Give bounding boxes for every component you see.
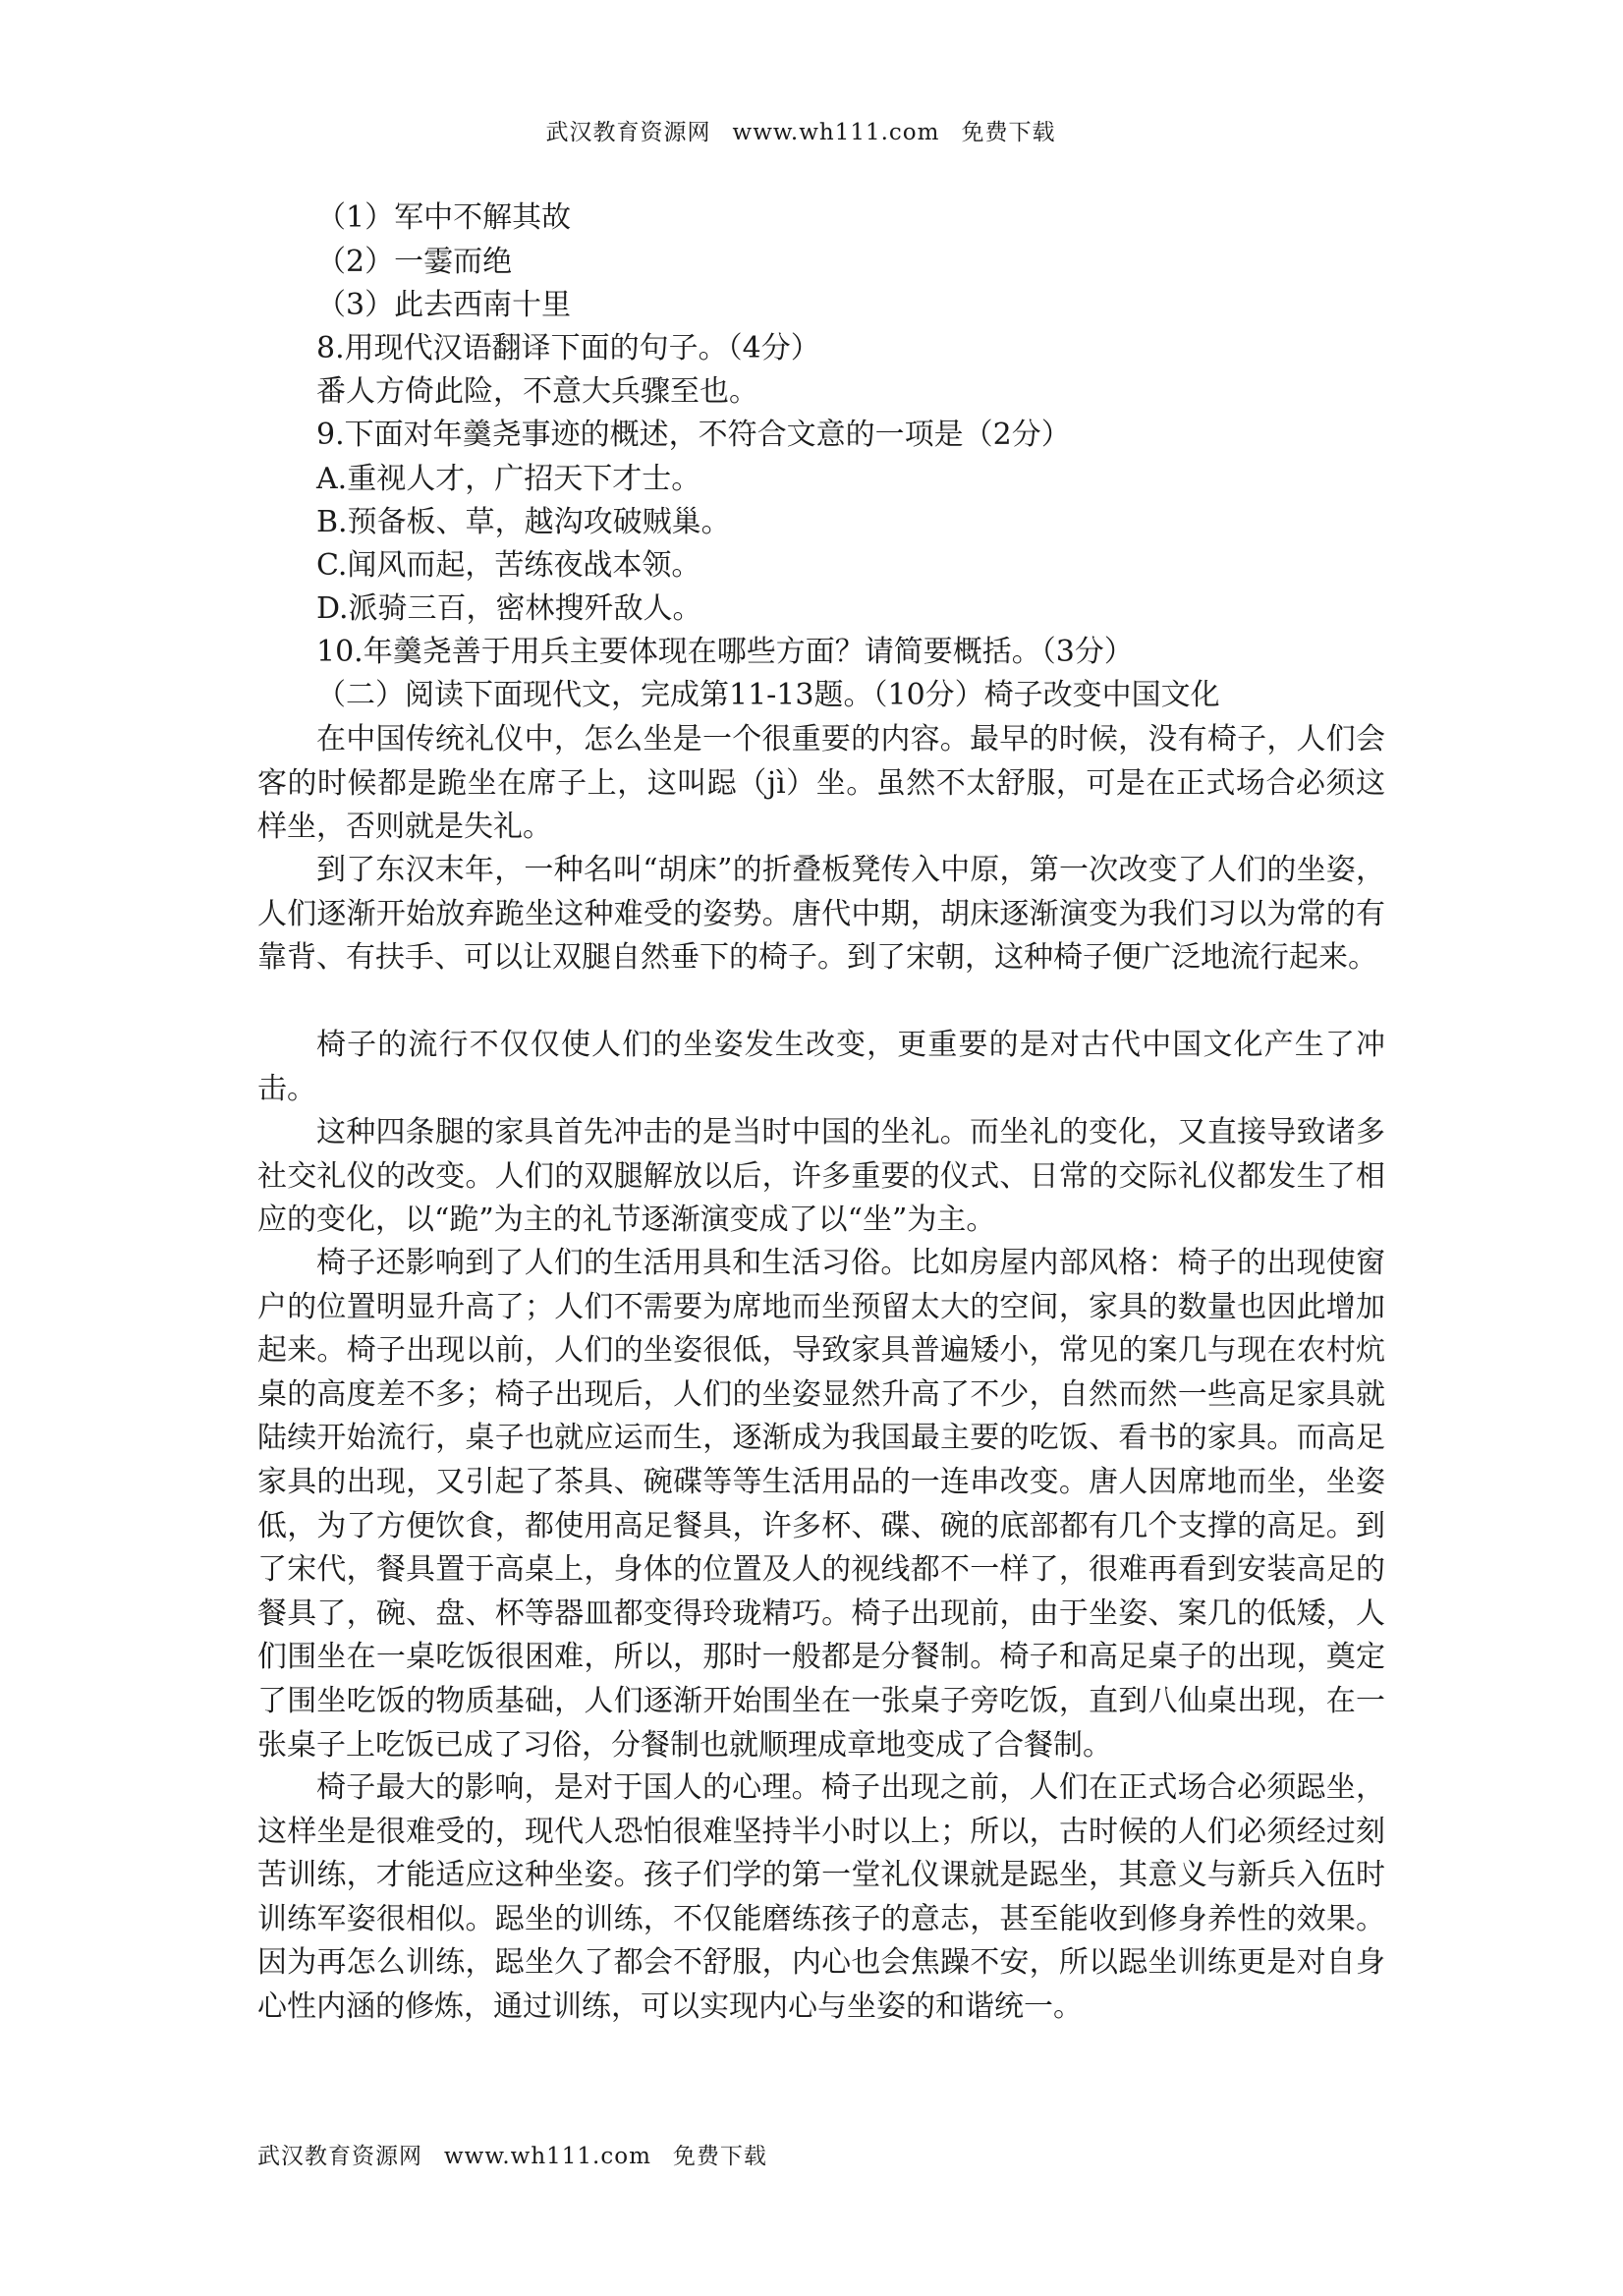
subquestion-3: （3）此去西南十里	[316, 288, 572, 322]
subquestion-1: （1）军中不解其故	[316, 200, 572, 235]
footer-site-name: 武汉教育资源网	[257, 2144, 422, 2169]
paragraph-5: 椅子还影响到了人们的生活用具和生活习俗。比如房屋内部风格：椅子的出现使窗户的位置明显升高了；人们不需要为席地而坐预留太大的空间，家具的数量也因此增加起来。椅子出现以前，人们的坐姿很低，导致家具普遍矮小，常见的案几与现在农村炕桌的高度差不多；椅子出现后，人们的坐姿显然升高了不少，自然而然一些高足家具就陆续开始流行，桌子也就应运而生，逐渐成为我国最主要的吃饭、看书的家具。而高足家具的出现，又引起了茶具、碗碟等等生活用品的一连串改变。唐人因席地而坐，坐姿低，为了方便饮食，都使用高足餐具，许多杯、碟、碗的底部都有几个支撑的高足。到了宋代，餐具置于高桌上，身体的位置及人的视线都不一样了，很难再看到安装高足的餐具了，碗、盘、杯等器皿都变得玲珑精巧。椅子出现前，由于坐姿、案几的低矮，人们围坐在一桌吃饭很困难，所以，那时一般都是分餐制。椅子和高足桌子的出现，奠定了围坐吃饭的物质基础，人们逐渐开始围坐在一张桌子旁吃饭，直到八仙桌出现，在一张桌子上吃饭已成了习俗，分餐制也就顺理成章地变成了合餐制。	[257, 1246, 1385, 1763]
question-9-option-d: D.派骑三百，密林搜歼敌人。	[316, 591, 702, 626]
page-footer	[257, 2138, 789, 2170]
question-10: 10.年羹尧善于用兵主要体现在哪些方面？请简要概括。（3分）	[316, 635, 1134, 669]
subquestion-2: （2）一霎而绝	[316, 245, 513, 279]
section-2-heading: （二）阅读下面现代文，完成第11-13题。（10分）椅子改变中国文化	[316, 678, 1220, 712]
question-8-sentence: 番人方倚此险，不意大兵骤至也。	[316, 374, 758, 409]
paragraph-6: 椅子最大的影响，是对于国人的心理。椅子出现之前，人们在正式场合必须跽坐，这样坐是很难受的，现代人恐怕很难坚持半小时以上；所以，古时候的人们必须经过刻苦训练，才能适应这种坐姿。孩子们学的第一堂礼仪课就是跽坐，其意义与新兵入伍时训练军姿很相似。跽坐的训练，不仅能磨练孩子的意志，甚至能收到修身养性的效果。因为再怎么训练，跽坐久了都会不舒服，内心也会焦躁不安，所以跽坐训练更是对自身心性内涵的修炼，通过训练，可以实现内心与坐姿的和谐统一。	[257, 1770, 1385, 2024]
page-header	[0, 114, 1623, 146]
header-site-url: www.wh111.com	[732, 120, 940, 145]
question-9: 9.下面对年羹尧事迹的概述，不符合文意的一项是（2分）	[316, 418, 1071, 452]
paragraph-1: 在中国传统礼仪中，怎么坐是一个很重要的内容。最早的时候，没有椅子，人们会客的时候都是跪坐在席子上，这叫跽（jì）坐。虽然不太舒服，可是在正式场合必须这样坐，否则就是失礼。	[257, 722, 1385, 845]
paragraph-2: 到了东汉末年，一种名叫“胡床”的折叠板凳传入中原，第一次改变了人们的坐姿，人们逐渐开始放弃跪坐这种难受的姿势。唐代中期，胡床逐渐演变为我们习以为常的有靠背、有扶手、可以让双腿自然垂下的椅子。到了宋朝，这种椅子便广泛地流行起来。	[257, 853, 1385, 976]
question-9-option-b: B.预备板、草，越沟攻破贼巢。	[316, 505, 731, 539]
header-download-note: 免费下载	[961, 120, 1056, 145]
question-9-option-a: A.重视人才，广招天下才士。	[316, 462, 701, 496]
question-8: 8.用现代汉语翻译下面的句子。（4分）	[316, 331, 820, 365]
footer-download-note: 免费下载	[672, 2144, 767, 2169]
footer-site-url: www.wh111.com	[444, 2144, 651, 2169]
question-9-option-c: C.闻风而起，苦练夜战本领。	[316, 548, 701, 583]
header-site-name: 武汉教育资源网	[545, 120, 711, 145]
paragraph-4: 这种四条腿的家具首先冲击的是当时中国的坐礼。而坐礼的变化，又直接导致诸多社交礼仪的改变。人们的双腿解放以后，许多重要的仪式、日常的交际礼仪都发生了相应的变化，以“跪”为主的礼节逐渐演变成了以“坐”为主。	[257, 1115, 1385, 1238]
paragraph-3: 椅子的流行不仅仅使人们的坐姿发生改变，更重要的是对古代中国文化产生了冲击。	[257, 1028, 1385, 1106]
